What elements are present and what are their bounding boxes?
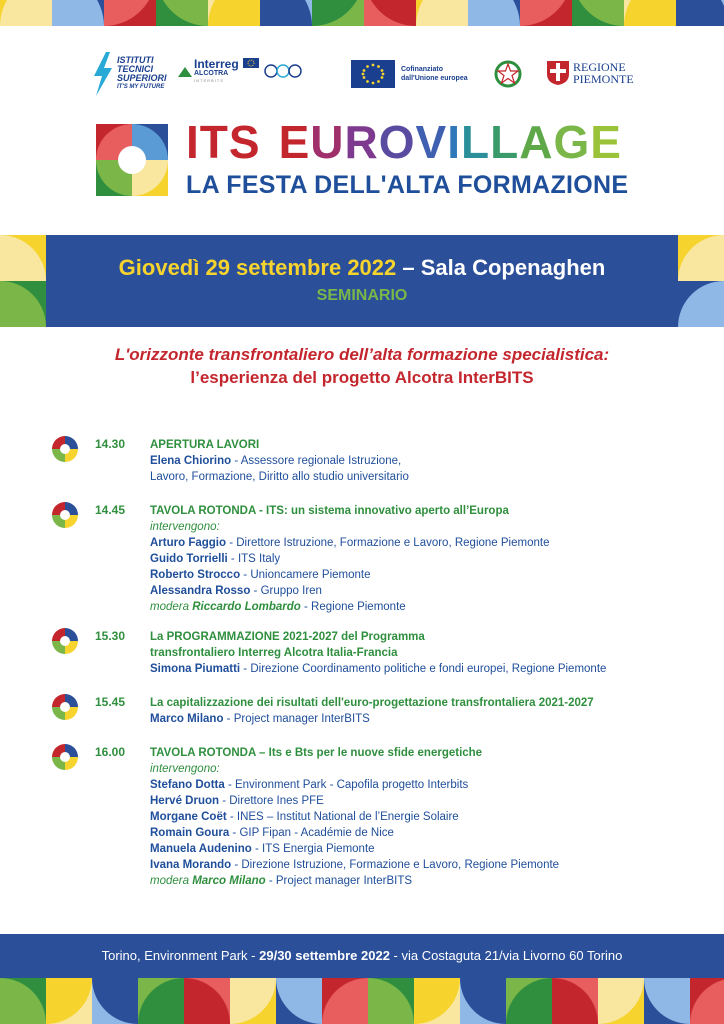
decor-tile	[230, 978, 276, 1024]
agenda-title-cont: transfrontaliero Interreg Alcotra Italia-Francia	[150, 647, 398, 659]
moderator-name: Riccardo Lombardo	[192, 601, 301, 613]
its-logo-line1: ISTITUTI	[117, 55, 154, 65]
moderator-label: modera	[150, 601, 193, 613]
agenda-note: intervengono:	[150, 763, 220, 775]
speaker-role: - Direzione Coordinamento politiche e fondi europei, Regione Piemonte	[240, 663, 607, 675]
speaker-role: - INES – Institut National de l’Energie Solaire	[226, 811, 459, 823]
speaker-role: - Gruppo Iren	[250, 585, 322, 597]
event-title: ITS EUROVILLAGE	[186, 116, 622, 168]
speaker-role: - Direzione Istruzione, Formazione e Lavoro, Regione Piemonte	[231, 859, 560, 871]
seminar-title-line1: L'orizzonte transfrontaliero dell’alta formazione specialistica:	[114, 345, 610, 364]
agenda-bullet-icon	[52, 628, 78, 659]
its-logo-line3: SUPERIORI	[117, 73, 167, 83]
event-date: Giovedì 29 settembre 2022	[118, 255, 397, 280]
seminar-title	[0, 343, 724, 389]
eu-line1: Cofinanziato	[401, 66, 443, 73]
decor-tile	[46, 978, 92, 1024]
its-logo-line2: TECNICI	[117, 64, 153, 74]
agenda-time: 15.45	[95, 695, 126, 709]
moderator-role: - Project manager InterBITS	[265, 875, 413, 887]
eurovillage-mark-icon	[96, 124, 168, 196]
moderator-label: modera	[150, 875, 193, 887]
speaker-role: - ITS Energia Piemonte	[251, 843, 375, 855]
speaker-name: Guido Torrielli	[150, 553, 228, 565]
banner-right-decoration	[678, 235, 724, 327]
interreg-program: ALCOTRA	[194, 70, 229, 77]
agenda-bullet-icon	[52, 744, 78, 775]
decor-tile	[368, 978, 414, 1024]
decor-tile	[208, 0, 260, 26]
speaker-row	[150, 825, 690, 841]
decor-tile	[0, 978, 46, 1024]
speaker-role: - Direttore Ines PFE	[219, 795, 324, 807]
speaker-row	[150, 841, 690, 857]
moderator-row	[150, 599, 690, 615]
decor-tile	[624, 0, 676, 26]
decor-tile	[0, 0, 52, 26]
eu-mini-flag-icon	[243, 58, 259, 68]
speaker-name: Ivana Morando	[150, 859, 232, 871]
agenda-bullet-icon	[52, 694, 78, 725]
moderator-row	[150, 873, 690, 889]
speaker-row	[150, 583, 690, 599]
decor-tile	[520, 0, 572, 26]
speaker-name: Roberto Strocco	[150, 569, 241, 581]
speaker-row	[150, 809, 690, 825]
footer-dates: 29/30 settembre 2022	[259, 948, 390, 963]
mountain-icon	[178, 65, 192, 77]
speaker-name: Stefano Dotta	[150, 779, 225, 791]
speaker-row	[150, 551, 690, 567]
speaker-row	[150, 535, 690, 551]
agenda-title: La PROGRAMMAZIONE 2021-2027 del Programma	[150, 631, 425, 643]
speaker-role-cont: Lavoro, Formazione, Diritto allo studio universitario	[150, 471, 409, 483]
date-banner	[0, 235, 724, 327]
speaker-row	[150, 661, 690, 677]
speaker-row	[150, 777, 690, 793]
speaker-name: Simona Piumatti	[150, 663, 241, 675]
top-decorative-band	[0, 0, 724, 26]
interreg-logo	[178, 58, 303, 83]
regione-line1: REGIONE	[573, 60, 626, 74]
decor-tile	[276, 978, 322, 1024]
decor-tile	[52, 0, 104, 26]
speaker-name: Hervé Druon	[150, 795, 220, 807]
speaker-name: Romain Goura	[150, 827, 230, 839]
decor-tile	[644, 978, 690, 1024]
decor-tile	[260, 0, 312, 26]
decor-tile	[468, 0, 520, 26]
speaker-name: Marco Milano	[150, 713, 224, 725]
regione-piemonte-logo	[546, 60, 634, 86]
regione-line2: PIEMONTE	[573, 72, 634, 86]
italian-republic-emblem	[494, 59, 522, 89]
decor-tile	[184, 978, 230, 1024]
speaker-role: - Environment Park - Capofila progetto Interbits	[224, 779, 469, 791]
decor-tile	[690, 978, 724, 1024]
speaker-name: Arturo Faggio	[150, 537, 227, 549]
decor-tile	[104, 0, 156, 26]
event-place: – Sala Copenaghen	[396, 255, 606, 280]
agenda-time: 15.30	[95, 629, 126, 643]
bottom-decorative-band	[0, 978, 724, 1024]
event-kind: SEMINARIO	[316, 287, 408, 304]
footer-venue: Torino, Environment Park -	[101, 948, 260, 963]
lightning-icon	[92, 52, 114, 96]
decor-tile	[138, 978, 184, 1024]
agenda-time: 14.45	[95, 503, 126, 517]
decor-tile	[598, 978, 644, 1024]
agenda-bullet-icon	[52, 502, 78, 533]
speaker-role: - ITS Italy	[227, 553, 281, 565]
speaker-role: - Unioncamere Piemonte	[240, 569, 371, 581]
agenda-time: 16.00	[95, 745, 126, 759]
speaker-name: Elena Chiorino	[150, 455, 232, 467]
its-logo	[92, 52, 167, 96]
footer-location	[0, 934, 724, 978]
event-date-place	[0, 255, 724, 281]
speaker-row	[150, 567, 690, 583]
agenda-title: TAVOLA ROTONDA - ITS: un sistema innovativo aperto all’Europa	[150, 505, 509, 517]
people-icon	[263, 60, 303, 82]
event-subtitle: LA FESTA DELL'ALTA FORMAZIONE	[186, 171, 629, 199]
decor-tile	[156, 0, 208, 26]
decor-tile	[416, 0, 468, 26]
moderator-role: - Regione Piemonte	[300, 601, 406, 613]
speaker-role: - GIP Fipan - Académie de Nice	[229, 827, 394, 839]
agenda-title: TAVOLA ROTONDA – Its e Bts per le nuove sfide energetiche	[150, 747, 483, 759]
speaker-name: Alessandra Rosso	[150, 585, 251, 597]
speaker-row	[150, 857, 690, 873]
decor-tile	[572, 0, 624, 26]
decor-tile	[312, 0, 364, 26]
speaker-role: - Assessore regionale Istruzione,	[231, 455, 402, 467]
agenda-title: La capitalizzazione dei risultati dell'euro-progettazione transfrontaliera 2021-2027	[150, 697, 594, 709]
speaker-row	[150, 793, 690, 809]
speaker-row	[150, 711, 690, 727]
decor-tile	[364, 0, 416, 26]
moderator-name: Marco Milano	[192, 875, 266, 887]
eu-flag-icon	[351, 60, 395, 88]
speaker-name: Manuela Audenino	[150, 843, 252, 855]
agenda-title: APERTURA LAVORI	[150, 439, 260, 451]
decor-tile	[506, 978, 552, 1024]
decor-tile	[552, 978, 598, 1024]
piemonte-shield-icon	[546, 60, 570, 86]
speaker-name: Morgane Coët	[150, 811, 227, 823]
decor-tile	[322, 978, 368, 1024]
speaker-role: - Direttore Istruzione, Formazione e Lavoro, Regione Piemonte	[226, 537, 550, 549]
agenda-bullet-icon	[52, 436, 78, 467]
footer-address: - via Costaguta 21/via Livorno 60 Torino	[389, 948, 623, 963]
decor-tile	[92, 978, 138, 1024]
partner-logos	[0, 52, 724, 100]
decor-tile	[460, 978, 506, 1024]
interreg-name: Interreg	[194, 57, 239, 71]
interreg-project: INTERBITS	[194, 78, 224, 83]
agenda-time: 14.30	[95, 437, 126, 451]
its-logo-tagline: IT'S MY FUTURE	[117, 84, 165, 90]
seminar-title-line2: l’esperienza del progetto Alcotra InterBITS	[190, 368, 534, 387]
eu-line2: dall'Unione europea	[401, 75, 468, 82]
banner-left-decoration	[0, 235, 46, 327]
eu-cofinanced-logo	[351, 60, 468, 88]
agenda-note: intervengono:	[150, 521, 220, 533]
speaker-role: - Project manager InterBITS	[223, 713, 370, 725]
decor-tile	[676, 0, 724, 26]
decor-tile	[414, 978, 460, 1024]
republic-star-icon	[494, 59, 522, 89]
